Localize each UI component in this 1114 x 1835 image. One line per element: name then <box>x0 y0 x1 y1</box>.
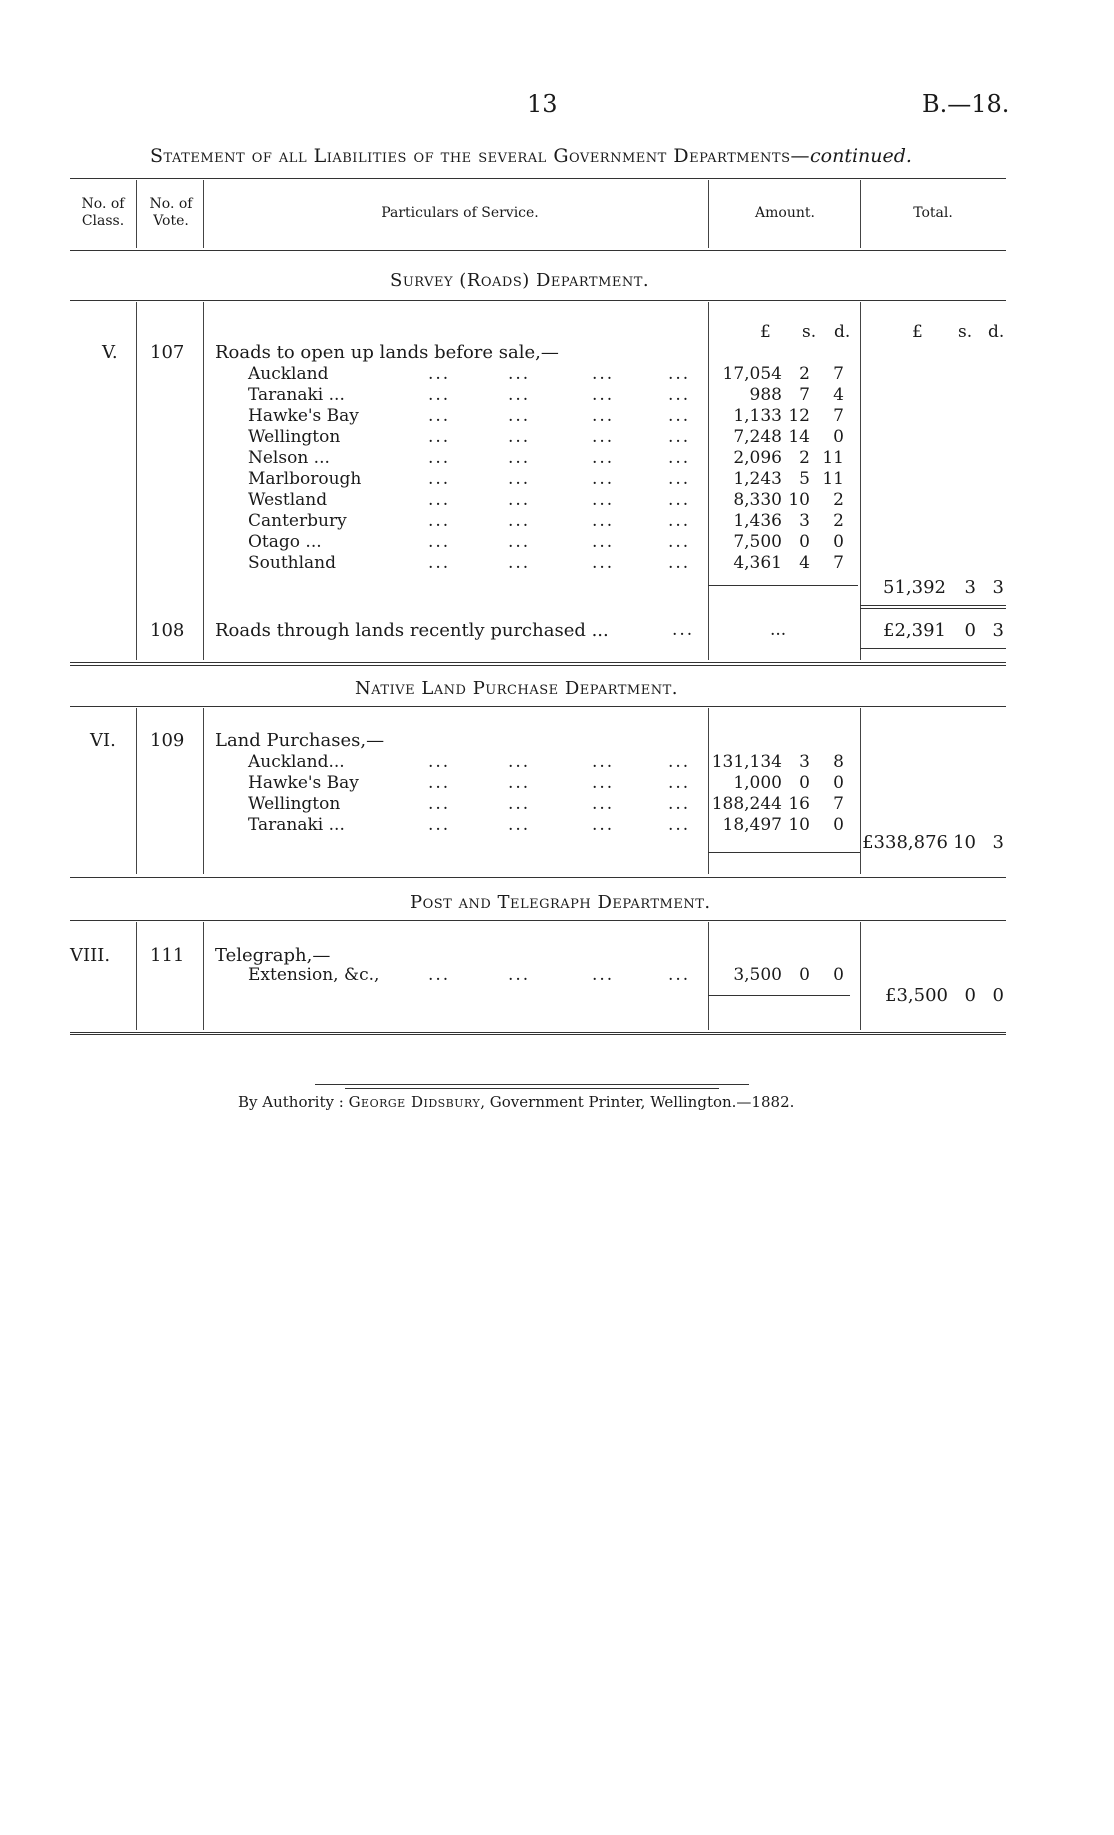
leader-dots: ... <box>428 794 451 814</box>
amount-pence: 7 <box>833 794 844 814</box>
footer-rule <box>345 1088 719 1089</box>
amount-pounds: 2,096 <box>733 448 782 468</box>
service-heading: Roads through lands recently purchased ... <box>215 620 609 641</box>
leader-dots: ... <box>668 965 691 985</box>
header-class: No. of Class. <box>81 196 125 229</box>
amount-shillings: 7 <box>799 385 810 405</box>
pence-symbol: d. <box>988 322 1005 342</box>
class-number: VI. <box>90 730 116 751</box>
leader-dots: ... <box>428 448 451 468</box>
amount-value: ... <box>770 620 787 640</box>
shilling-symbol: s. <box>958 322 973 342</box>
item-name: Westland <box>248 490 328 510</box>
item-name: Auckland... <box>248 752 345 772</box>
amount-pence: 7 <box>833 553 844 573</box>
amount-pounds: 3,500 <box>733 965 782 985</box>
leader-dots: ... <box>592 752 615 772</box>
vote-number: 108 <box>150 620 185 641</box>
amount-pence: 8 <box>833 752 844 772</box>
amount-shillings: 10 <box>788 490 810 510</box>
leader-dots: ... <box>668 553 691 573</box>
amount-pounds: 4,361 <box>733 553 782 573</box>
vote-number: 109 <box>150 730 185 751</box>
leader-dots: ... <box>428 406 451 426</box>
amount-pence: 2 <box>833 511 844 531</box>
leader-dots: ... <box>668 815 691 835</box>
amount-pence: 0 <box>833 773 844 793</box>
amount-pounds: 1,133 <box>733 406 782 426</box>
leader-dots: ... <box>592 406 615 426</box>
leader-dots: ... <box>668 406 691 426</box>
amount-shillings: 12 <box>788 406 810 426</box>
amount-pounds: 1,000 <box>733 773 782 793</box>
leader-dots: ... <box>592 532 615 552</box>
vote-number: 111 <box>150 945 185 966</box>
leader-dots: ... <box>668 427 691 447</box>
item-name: Taranaki ... <box>248 815 345 835</box>
printer-name: George Didsbury <box>348 1093 481 1111</box>
subtotal-rule <box>708 852 860 853</box>
leader-dots: ... <box>592 364 615 384</box>
rule <box>70 1032 1006 1033</box>
leader-dots: ... <box>508 469 531 489</box>
leader-dots: ... <box>508 532 531 552</box>
leader-dots: ... <box>668 511 691 531</box>
leader-dots: ... <box>428 965 451 985</box>
col-rule <box>203 708 204 874</box>
amount-pounds: 131,134 <box>711 752 782 772</box>
section-title: Native Land Purchase Department. <box>355 678 679 699</box>
leader-dots: ... <box>592 448 615 468</box>
leader-dots: ... <box>592 385 615 405</box>
item-name: Southland <box>248 553 337 573</box>
leader-dots: ... <box>508 815 531 835</box>
col-rule <box>136 708 137 874</box>
subtotal-rule <box>708 995 850 996</box>
total-shillings: 0 <box>964 620 976 641</box>
amount-pence: 11 <box>822 469 844 489</box>
leader-dots: ... <box>508 511 531 531</box>
leader-dots: ... <box>592 427 615 447</box>
amount-pence: 11 <box>822 448 844 468</box>
total-pence: 3 <box>992 832 1004 853</box>
leader-dots: ... <box>508 773 531 793</box>
amount-shillings: 3 <box>799 511 810 531</box>
header-total: Total. <box>913 205 953 221</box>
rule <box>70 1034 1006 1035</box>
service-heading: Roads to open up lands before sale,— <box>215 342 559 363</box>
col-rule <box>136 302 137 660</box>
leader-dots: ... <box>592 469 615 489</box>
item-name: Wellington <box>248 794 341 814</box>
leader-dots: ... <box>428 511 451 531</box>
amount-shillings: 16 <box>788 794 810 814</box>
col-rule <box>203 302 204 660</box>
leader-dots: ... <box>668 448 691 468</box>
amount-pence: 0 <box>833 815 844 835</box>
leader-dots: ... <box>508 448 531 468</box>
amount-pounds: 18,497 <box>722 815 782 835</box>
amount-pence: 0 <box>833 427 844 447</box>
amount-shillings: 2 <box>799 364 810 384</box>
service-heading: Telegraph,— <box>215 945 331 966</box>
amount-shillings: 2 <box>799 448 810 468</box>
leader-dots: ... <box>592 794 615 814</box>
leader-dots: ... <box>668 794 691 814</box>
item-name: Canterbury <box>248 511 347 531</box>
header-vote: No. of Vote. <box>149 196 193 229</box>
leader-dots: ... <box>508 364 531 384</box>
col-rule <box>203 922 204 1030</box>
rule <box>860 608 1006 609</box>
rule <box>70 300 1006 301</box>
amount-pence: 7 <box>833 364 844 384</box>
leader-dots: ... <box>592 490 615 510</box>
amount-pence: 7 <box>833 406 844 426</box>
item-name: Hawke's Bay <box>248 773 359 793</box>
item-name: Extension, &c., <box>248 965 380 985</box>
leader-dots: ... <box>508 965 531 985</box>
rule <box>860 648 1006 649</box>
leader-dots: ... <box>428 553 451 573</box>
total-pounds: £3,500 <box>885 985 948 1006</box>
leader-dots: ... <box>508 553 531 573</box>
leader-dots: ... <box>668 364 691 384</box>
vote-number: 107 <box>150 342 185 363</box>
leader-dots: ... <box>428 532 451 552</box>
shilling-symbol: s. <box>802 322 817 342</box>
item-name: Otago ... <box>248 532 322 552</box>
amount-pounds: 7,500 <box>733 532 782 552</box>
col-rule <box>860 708 861 874</box>
amount-pence: 4 <box>833 385 844 405</box>
pence-symbol: d. <box>834 322 851 342</box>
leader-dots: ... <box>668 490 691 510</box>
item-name: Auckland <box>248 364 329 384</box>
title-text: Statement of all Liabilities of the several Government Departments— <box>150 145 811 167</box>
imprint-prefix: By Authority : <box>238 1093 344 1111</box>
header-amount: Amount. <box>755 205 815 221</box>
rule <box>70 706 1006 707</box>
leader-dots: ... <box>592 815 615 835</box>
rule <box>70 250 1006 251</box>
leader-dots: ... <box>508 385 531 405</box>
footer-rule <box>315 1084 749 1085</box>
total-pence: 3 <box>992 577 1004 598</box>
total-pounds: £338,876 <box>862 832 948 853</box>
header-particulars: Particulars of Service. <box>381 205 539 221</box>
col-rule <box>860 302 861 660</box>
total-pence: 3 <box>992 620 1004 641</box>
item-name: Nelson ... <box>248 448 330 468</box>
leader-dots: ... <box>428 427 451 447</box>
total-pounds: £2,391 <box>883 620 946 641</box>
amount-shillings: 14 <box>788 427 810 447</box>
amount-shillings: 3 <box>799 752 810 772</box>
amount-shillings: 0 <box>799 965 810 985</box>
rule <box>70 178 1006 179</box>
col-rule <box>860 180 861 248</box>
rule <box>70 920 1006 921</box>
leader-dots: ... <box>668 752 691 772</box>
leader-dots: ... <box>508 490 531 510</box>
amount-shillings: 4 <box>799 553 810 573</box>
amount-shillings: 5 <box>799 469 810 489</box>
leader-dots: ... <box>428 752 451 772</box>
statement-title <box>150 145 912 167</box>
imprint <box>238 1093 794 1111</box>
leader-dots: ... <box>592 553 615 573</box>
leader-dots: ... <box>508 427 531 447</box>
leader-dots: ... <box>508 752 531 772</box>
imprint-suffix: , Government Printer, Wellington.—1882. <box>480 1093 795 1111</box>
leader-dots: ... <box>428 364 451 384</box>
total-pence: 0 <box>992 985 1004 1006</box>
leader-dots: ... <box>428 773 451 793</box>
service-heading: Land Purchases,— <box>215 730 385 751</box>
item-name: Marlborough <box>248 469 362 489</box>
title-continued: continued. <box>810 145 912 167</box>
class-number: VIII. <box>70 945 111 966</box>
amount-pounds: 988 <box>749 385 782 405</box>
amount-pounds: 1,243 <box>733 469 782 489</box>
pound-symbol: £ <box>912 322 923 342</box>
amount-shillings: 0 <box>799 773 810 793</box>
leader-dots: ... <box>508 406 531 426</box>
pound-symbol: £ <box>760 322 771 342</box>
document-reference: B.—18. <box>922 90 1010 118</box>
section-title: Post and Telegraph Department. <box>410 892 711 913</box>
amount-shillings: 0 <box>799 532 810 552</box>
amount-pounds: 17,054 <box>722 364 782 384</box>
col-rule <box>860 922 861 1030</box>
col-rule <box>708 180 709 248</box>
amount-shillings: 10 <box>788 815 810 835</box>
leader-dots: ... <box>428 815 451 835</box>
page-number: 13 <box>527 90 558 118</box>
amount-pence: 0 <box>833 965 844 985</box>
leader-dots: ... <box>672 620 695 640</box>
subtotal-rule <box>708 585 858 586</box>
col-rule <box>136 180 137 248</box>
item-name: Hawke's Bay <box>248 406 359 426</box>
leader-dots: ... <box>428 385 451 405</box>
rule <box>70 877 1006 878</box>
amount-pounds: 8,330 <box>733 490 782 510</box>
rule <box>70 662 1006 663</box>
rule <box>70 665 1006 666</box>
total-shillings: 3 <box>964 577 976 598</box>
section-title: Survey (Roads) Department. <box>390 270 650 291</box>
leader-dots: ... <box>668 773 691 793</box>
class-number: V. <box>102 342 118 363</box>
total-shillings: 10 <box>953 832 976 853</box>
amount-pounds: 188,244 <box>711 794 782 814</box>
col-rule <box>136 922 137 1030</box>
item-name: Taranaki ... <box>248 385 345 405</box>
leader-dots: ... <box>428 490 451 510</box>
leader-dots: ... <box>592 511 615 531</box>
leader-dots: ... <box>668 532 691 552</box>
amount-pounds: 1,436 <box>733 511 782 531</box>
amount-pence: 2 <box>833 490 844 510</box>
leader-dots: ... <box>592 773 615 793</box>
leader-dots: ... <box>428 469 451 489</box>
col-rule <box>203 180 204 248</box>
leader-dots: ... <box>668 385 691 405</box>
amount-pence: 0 <box>833 532 844 552</box>
item-name: Wellington <box>248 427 341 447</box>
amount-pounds: 7,248 <box>733 427 782 447</box>
leader-dots: ... <box>508 794 531 814</box>
leader-dots: ... <box>668 469 691 489</box>
total-pounds: 51,392 <box>883 577 946 598</box>
rule <box>860 605 1006 606</box>
leader-dots: ... <box>592 965 615 985</box>
total-shillings: 0 <box>964 985 976 1006</box>
